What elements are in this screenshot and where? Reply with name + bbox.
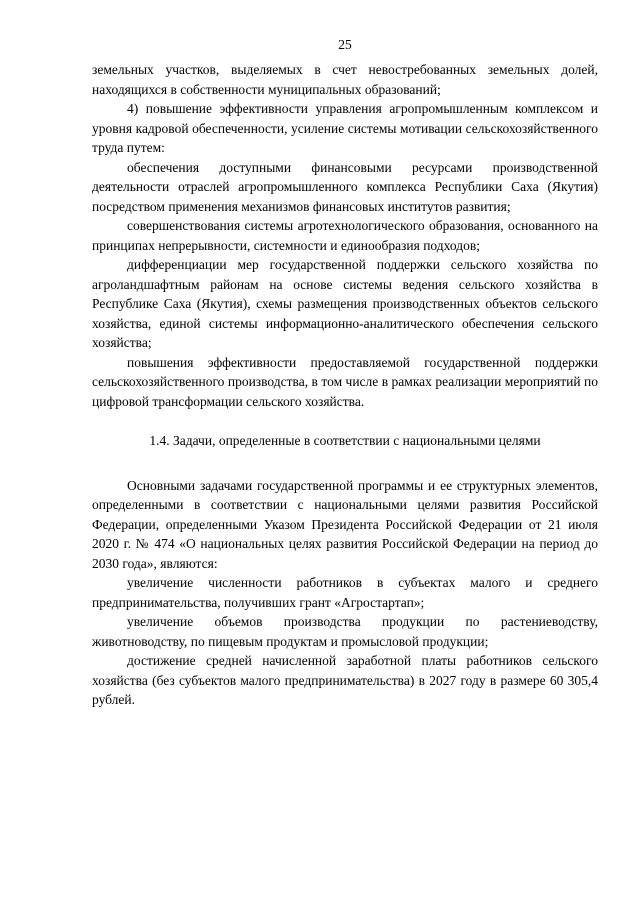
paragraph-item-4: 4) повышение эффективности управления агропромышленным комплексом и уровня кадровой обеспеченности, усиление системы мотивации сельскохозяйственного труда путем: [92, 101, 598, 155]
body-text-bottom [92, 476, 598, 710]
paragraph-main-tasks: Основными задачами государственной программы и ее структурных элементов, определенными в соответствии с национальными целями развития Российской Федерации, определенными Указом Президента Российской Федерации от 21 июля 2020 г. № 474 «О национальных целях развития Российской Федерации на период до 2030 года», являются: [92, 477, 598, 571]
document-page [92, 36, 598, 710]
section-heading: 1.4. Задачи, определенные в соответствии с национальными целями [149, 433, 541, 448]
paragraph-financial-resources: обеспечения доступными финансовыми ресурсами производственной деятельности отраслей агропромышленного комплекса Республики Саха (Якутия) посредством применения механизмов финансовых институтов развития; [92, 159, 598, 214]
paragraph-task-agrostartup: увеличение численности работников в субъектах малого и среднего предпринимательства, получивших грант «Агростартап»; [92, 575, 598, 610]
body-text-top [92, 60, 598, 411]
paragraph-support-efficiency: повышения эффективности предоставляемой государственной поддержки сельскохозяйственного производства, в том числе в рамках реализации мероприятий по цифровой трансформации сельского хозяйства. [92, 354, 598, 409]
paragraph-support-differentiation: дифференциации мер государственной поддержки сельского хозяйства по агроландшафтным районам на основе системы ведения сельского хозяйства в Республике Саха (Якутия), схемы размещения производственных объектов сельского хозяйства, единой системы информационно-аналитического обеспечения сельского хозяйства; [92, 257, 598, 350]
paragraph-task-salary: достижение средней начисленной заработной платы работников сельского хозяйства (без субъектов малого предпринимательства) в 2027 году в размере 60 305,4 рублей. [92, 653, 598, 707]
page-number: 25 [338, 37, 352, 52]
paragraph-task-production: увеличение объемов производства продукции по растениеводству, животноводству, по пищевым продуктам и промысловой продукции; [92, 614, 598, 649]
paragraph-continuation: земельных участков, выделяемых в счет невостребованных земельных долей, находящихся в собственности муниципальных образований; [92, 62, 598, 97]
paragraph-education-system: совершенствования системы агротехнологического образования, основанного на принципах непрерывности, системности и единообразия подходов; [92, 218, 598, 253]
